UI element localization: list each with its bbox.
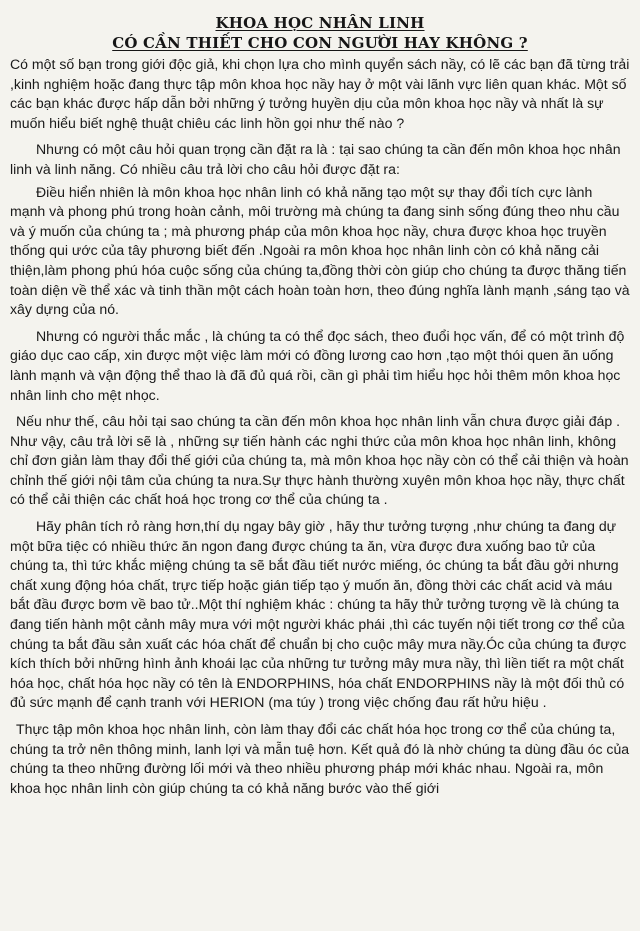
paragraph-intro: Có một số bạn trong giới độc giả, khi chọn lựa cho mình quyển sách nầy, có lẽ các bạn đã từng trải ,kinh nghiệm hoặc đang thực tập môn khoa học nầy hay ở một vài lãnh vực liên quan khác. Một số các bạn khác được hấp dẫn bởi những ý tưởng huyền dịu của môn khoa học nầy và nhất là sự muốn hiểu biết nghệ thuật chiêu các linh hồn gọi như thế nào ? [10, 56, 630, 131]
title-line-1: KHOA HỌC NHÂN LINH [215, 14, 425, 32]
paragraph-practice: Thực tập môn khoa học nhân linh, còn làm thay đổi các chất hóa học trong cơ thể của chúng ta, chúng ta trở nên thông minh, lanh lợi và mẫn tuệ hơn. Kết quả đó là nhờ chúng ta dùng đầu óc của chúng ta theo những đường lối mới và theo nhiều phương pháp mới khác nhau. Ngoài ra, môn khoa học nhân linh còn giúp chúng ta có khả năng bước vào thế giới [10, 721, 630, 796]
paragraph-question: Nhưng có một câu hỏi quan trọng cần đặt ra là : tại sao chúng ta cần đến môn khoa học nhân linh và linh năng. Có nhiều câu trả lời cho câu hỏi được đặt ra: [10, 141, 621, 177]
paragraph-examples: Hãy phân tích rỏ ràng hơn,thí dụ ngay bây giờ , hãy thư tưởng tượng ,như chúng ta đang dự một bữa tiệc có nhiều thức ăn ngon đang được chúng ta ăn, vừa được đưa xuống bao tử của chúng ta, thì tức khắc miệng chúng ta sẽ bắt đầu tiết nước miếng, óc chúng ta bắt đầu gởi nhưng chất xung động hóa chất, trực tiếp hoặc gián tiếp tạo ý muốn ăn, đồng thời các chất acid và máu bắt đầu được bơm về bao tử..Một thí nghiệm khác : chúng ta hãy thử tưởng tượng về là chúng ta đang tiến hành một cảnh mây mưa với một người khác phái ,thì các tuyến nội tiết trong cơ thể của chúng ta bắt đầu sản xuất các hóa chất để chuẩn bị cho cuộc mây mưa nầy.Óc của chúng ta được kích thích bởi những hình ảnh khoái lạc của những tư tưởng mây mưa nầy, thì liền tiết ra một chất hóa học, chất hóa học nầy có tên là ENDORPHINS, hóa chất ENDORPHINS nầy là một đối thủ có đủ sức mạnh để cạnh tranh với HERION (ma túy ) trong việc chống đau rất hửu hiệu . [10, 518, 627, 711]
paragraph-answer-2: Nếu như thế, câu hỏi tại sao chúng ta cần đến môn khoa học nhân linh vẫn chưa được giải đáp . Như vậy, câu trả lời sẽ là , những sự tiến hành các nghi thức của môn khoa học nhân linh, không chỉ đơn giản làm thay đổi thế giới của chúng ta, mà môn khoa học nầy còn có thể cải thiện và hoàn chỉnh thế giới nội tâm của chúng ta nưa.Sự thực hành thường xuyên môn khoa học nầy, thực chất có thể cải thiện các chất hoá học trong cơ thể của chúng ta . [10, 413, 629, 508]
paragraph-answer-1: Điều hiển nhiên là môn khoa học nhân linh có khả năng tạo một sự thay đổi tích cực lành mạnh và phong phú trong hoàn cảnh, môi trường mà chúng ta đang sinh sống đúng theo nhu cầu và ý muốn của chúng ta ; mà phương pháp của môn khoa học nầy, chưa được khoa học truyền thống qui ước của tây phương biết đến .Ngoài ra môn khoa học nhân linh còn có khả năng cải thiện,làm phong phú hóa cuộc sống của chúng ta,đồng thời còn giúp cho chúng ta được thăng tiến toàn diện về thể xác và tinh thần một cách hoàn toàn hơn, theo đúng nghĩa lành mạnh ,sáng tạo và xây dựng của nó. [10, 183, 630, 318]
title-line-2: CÓ CẦN THIẾT CHO CON NGƯỜI HAY KHÔNG ? [112, 34, 528, 52]
paragraph-objection: Nhưng có người thắc mắc , là chúng ta có thể đọc sách, theo đuổi học vấn, để có một trình độ giáo dục cao cấp, xin được một việc làm mới có đồng lương cao hơn ,tạo một thói quen ăn uống lành mạnh và vận động thể thao là đã đủ quá rồi, cần gì phải tìm hiểu học hỏi thêm môn khoa học nhân linh cho mệt nhọc. [10, 327, 625, 403]
